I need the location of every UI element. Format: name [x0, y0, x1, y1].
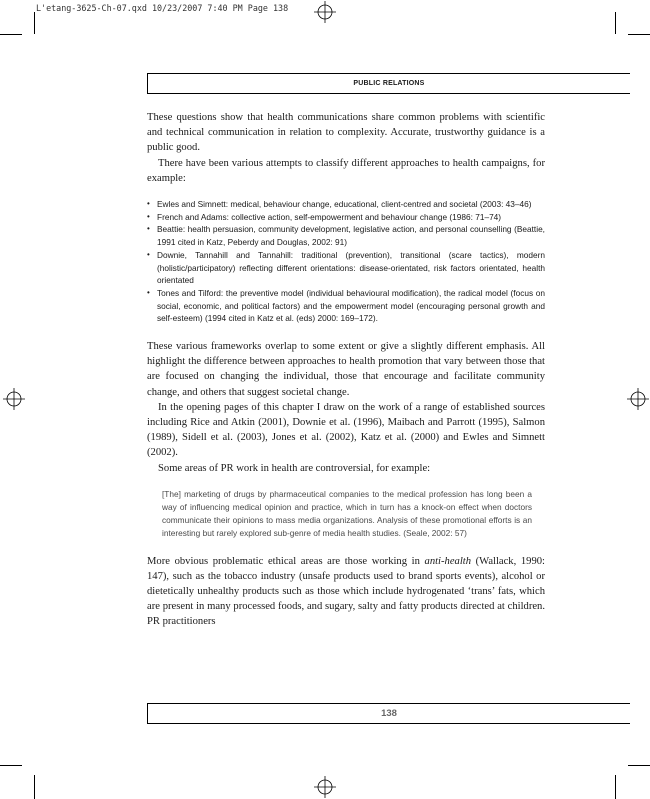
- paragraph-frameworks: These various frameworks overlap to some extent or give a slightly different emphasis. All highlight the difference between approaches to health promotion that vary between those that are focused on changing the individual, those that encourage and facilitate community change, and others that suggest societal change.: [147, 341, 545, 398]
- running-head: PUBLIC RELATIONS: [353, 80, 425, 87]
- registration-mark-left-icon: [3, 388, 25, 410]
- approaches-list: [147, 198, 545, 325]
- list-item-text: French and Adams: collective action, self-empowerment and behaviour change (1986: 71–74): [157, 211, 502, 222]
- list-item-text: Tones and Tilford: the preventive model (individual behavioural modification), the radical model (focus on social, economic, and political factors) and the empowerment model (encouraging personal growth and self-esteem) (1994 cited in Katz et al. (eds) 2000: 169–172).: [157, 287, 545, 324]
- list-item: • Downie, Tannahill and Tannahill: traditional (prevention), transitional (scare tactics), modern (holistic/participatory) reflecting different orientations: disease-orientated, risk factors orientated, health orientated: [147, 249, 545, 286]
- list-item-text: Beattie: health persuasion, community development, legislative action, and personal counselling (Beattie, 1991 cited in Katz, Peberdy and Douglas, 2002: 91): [157, 224, 545, 248]
- paragraph-controversial: Some areas of PR work in health are controversial, for example:: [158, 462, 431, 474]
- folio-box: [147, 703, 630, 724]
- paragraph-sources: In the opening pages of this chapter I draw on the work of a range of established sources including Rice and Atkin (2001), Downie et al. (1996), Maibach and Parrott (1995), Salmon (1989), Sidell et al. (2003), Jones et al. (2002), Katz et al. (2000) and Ewles and Simnett (2002).: [147, 401, 545, 459]
- crop-mark-bottom-left-h: [0, 765, 22, 766]
- paragraph-classify: There have been various attempts to classify different approaches to health campaigns, for example:: [147, 157, 545, 184]
- crop-mark-top-right-h: [628, 34, 650, 35]
- paragraph-ethical: [147, 554, 545, 630]
- list-item: • Ewles and Simnett: medical, behaviour change, educational, client-centred and societal (2003: 43–46): [147, 199, 532, 210]
- list-item: • Beattie: health persuasion, community development, legislative action, and personal counselling (Beattie, 1991 cited in Katz, Peberdy and Douglas, 2002: 91): [147, 224, 545, 248]
- list-item: • French and Adams: collective action, self-empowerment and behaviour change (1986: 71–74): [147, 211, 502, 222]
- registration-mark-top-icon: [314, 1, 336, 23]
- registration-mark-right-icon: [627, 388, 649, 410]
- page-number: 138: [381, 708, 397, 719]
- crop-mark-bottom-right-v: [615, 775, 616, 799]
- block-quote: [The] marketing of drugs by pharmaceutical companies to the medical profession has long been a way of influencing medical opinion and practice, which in turn has a knock-on effect when doctors communicate their opinions to mass media organizations. Analysis of these promotional efforts is an interesting but rarely explored sub-genre of media health studies. (Seale, 2002: 57): [162, 488, 532, 538]
- registration-mark-bottom-icon: [314, 776, 336, 798]
- slug-line: L'etang-3625-Ch-07.qxd 10/23/2007 7:40 PM Page 138: [36, 3, 289, 13]
- list-item-text: Downie, Tannahill and Tannahill: traditional (prevention), transitional (scare tactics), modern (holistic/participatory) reflecting different orientations: disease-orientated, risk factors orientated, health orientated: [157, 249, 545, 286]
- ethical-italic-term: anti-health: [424, 555, 472, 567]
- paragraph-intro: These questions show that health communications share common problems with scientific and technical communication in relation to complexity. Accurate, trustworthy guidance is a public good.: [147, 112, 545, 154]
- list-item-text: Ewles and Simnett: medical, behaviour change, educational, client-centred and societal (2003: 43–46): [157, 199, 532, 210]
- ethical-text-start: More obvious problematic ethical areas are those working in: [147, 555, 425, 567]
- page-body: [147, 110, 545, 630]
- crop-mark-top-left-v: [34, 12, 35, 34]
- crop-mark-top-right-v: [615, 12, 616, 34]
- crop-mark-bottom-right-h: [628, 765, 650, 766]
- running-head-box: [147, 73, 630, 94]
- list-item: • Tones and Tilford: the preventive model (individual behavioural modification), the radical model (focus on social, economic, and political factors) and the empowerment model (encouraging personal growth and self-esteem) (1994 cited in Katz et al. (eds) 2000: 169–172).: [147, 287, 545, 324]
- crop-mark-top-left-h: [0, 34, 22, 35]
- crop-mark-bottom-left-v: [34, 775, 35, 799]
- ethical-text-end: (Wallack, 1990: 147), such as the tobacco industry (unsafe products used to brand sports events), alcohol or dietetically unhealthy products such as those which include hydrogenated ‘trans’ fats, which are present in many processed foods, and sugary, salty and fatty products directed at children. PR practitioners: [147, 555, 546, 628]
